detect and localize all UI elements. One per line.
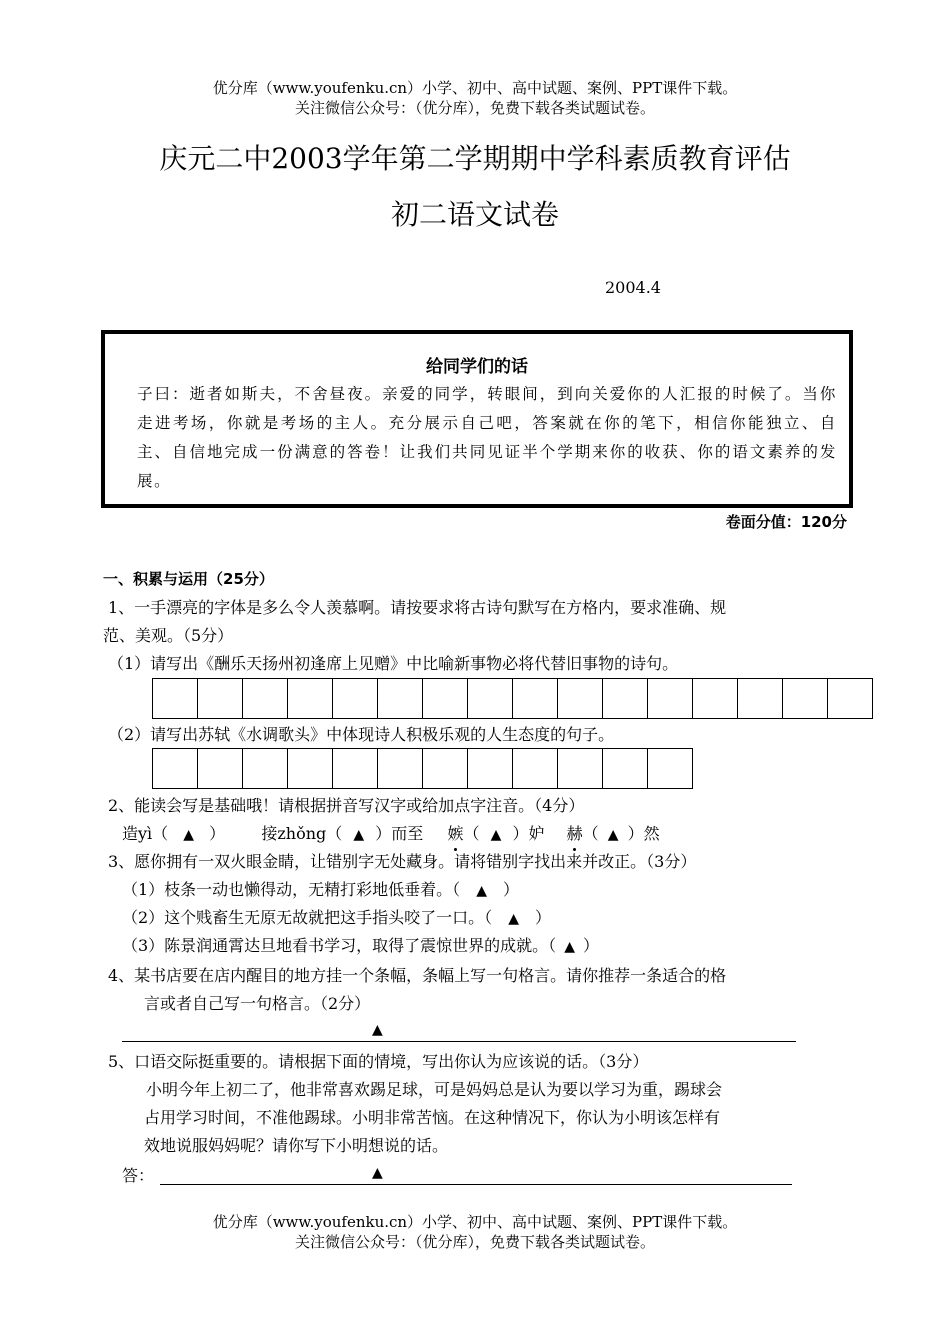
site-footer-line1: 优分库（www.youfenku.cn）小学、初中、高中试题、案例、PPT课件下载。 (212, 1213, 738, 1231)
answer-marker: ▲ (353, 827, 365, 843)
q4-answer-line[interactable] (122, 1041, 796, 1042)
q3-item2: （2）这个贱畜生无原无故就把这手指头咬了一口。（ ▲ ） (122, 908, 551, 927)
total-score: 卷面分值：120分 (725, 513, 847, 531)
answer-marker: ▲ (372, 1022, 383, 1038)
q5-prompt: 5、口语交际挺重要的。请根据下面的情境，写出你认为应该说的话。（3分） (108, 1052, 649, 1071)
q5-scenario-line3: 效地说服妈妈呢？请你写下小明想说的话。 (144, 1136, 449, 1155)
q2-items: 造yì（ ▲ ） 接zhǒng（ ▲ ）而至 嫉（ ▲ ）妒 赫（ ▲ ）然 (122, 822, 660, 847)
answer-label: 答： (122, 1166, 155, 1185)
q3-item1: （1）枝条一动也懒得动，无精打彩地低垂着。（ ▲ ） (122, 880, 519, 899)
notice-title: 给同学们的话 (426, 357, 528, 377)
writing-grid-1[interactable] (152, 678, 873, 719)
q5-answer-line[interactable] (160, 1184, 792, 1185)
answer-marker: ▲ (490, 827, 502, 843)
notice-body: 子曰：逝者如斯夫，不舍昼夜。亲爱的同学，转眼间，到向关爱你的人汇报的时候了。当你走进考场，你就是考场的主人。充分展示自己吧，答案就在你的笔下，相信你能独立、自主、自信地完成一份满意的答卷！让我们共同见证半个学期来你的收获、你的语文素养的发展。 (137, 385, 837, 490)
q1-prompt-line1: 1、一手漂亮的字体是多么令人羡慕啊。请按要求将古诗句默写在方格内，要求准确、规 (108, 598, 727, 617)
exam-date: 2004.4 (605, 278, 661, 297)
q1-sub1: （1）请写出《酬乐天扬州初逢席上见赠》中比喻新事物必将代替旧事物的诗句。 (108, 654, 679, 673)
exam-title: 庆元二中2003学年第二学期期中学科素质教育评估 (159, 142, 791, 175)
q4-prompt-line1: 4、某书店要在店内醒目的地方挂一个条幅，条幅上写一句格言。请你推荐一条适合的格 (108, 966, 727, 985)
notice-box (101, 330, 853, 508)
section-title: 一、积累与运用（25分） (103, 570, 274, 588)
writing-grid-2[interactable] (152, 748, 693, 789)
answer-marker: ▲ (372, 1165, 383, 1181)
q4-prompt-line2: 言或者自己写一句格言。（2分） (144, 994, 371, 1013)
q3-prompt: 3、愿你拥有一双火眼金睛，让错别字无处藏身。请将错别字找出来并改正。（3分） (108, 852, 697, 871)
site-header-line1: 优分库（www.youfenku.cn）小学、初中、高中试题、案例、PPT课件下载。 (212, 79, 738, 97)
q1-sub2: （2）请写出苏轼《水调歌头》中体现诗人积极乐观的人生态度的句子。 (108, 725, 615, 744)
answer-marker: ▲ (607, 827, 619, 843)
answer-marker: ▲ (183, 827, 195, 843)
exam-subtitle: 初二语文试卷 (390, 198, 559, 231)
q3-item3: （3）陈景润通霄达旦地看书学习，取得了震惊世界的成就。（ ▲ ） (122, 936, 599, 955)
q5-scenario-line1: 小明今年上初二了，他非常喜欢踢足球，可是妈妈总是认为要以学习为重，踢球会 (146, 1080, 723, 1099)
q2-prompt: 2、能读会写是基础哦！请根据拼音写汉字或给加点字注音。（4分） (108, 796, 585, 815)
q5-scenario-line2: 占用学习时间，不准他踢球。小明非常苦恼。在这种情况下，你认为小明该怎样有 (144, 1108, 721, 1127)
site-header-line2: 关注微信公众号：（优分库），免费下载各类试题试卷。 (294, 99, 655, 117)
q1-prompt-line2: 范、美观。（5分） (103, 626, 234, 645)
site-footer-line2: 关注微信公众号：（优分库），免费下载各类试题试卷。 (294, 1233, 655, 1251)
